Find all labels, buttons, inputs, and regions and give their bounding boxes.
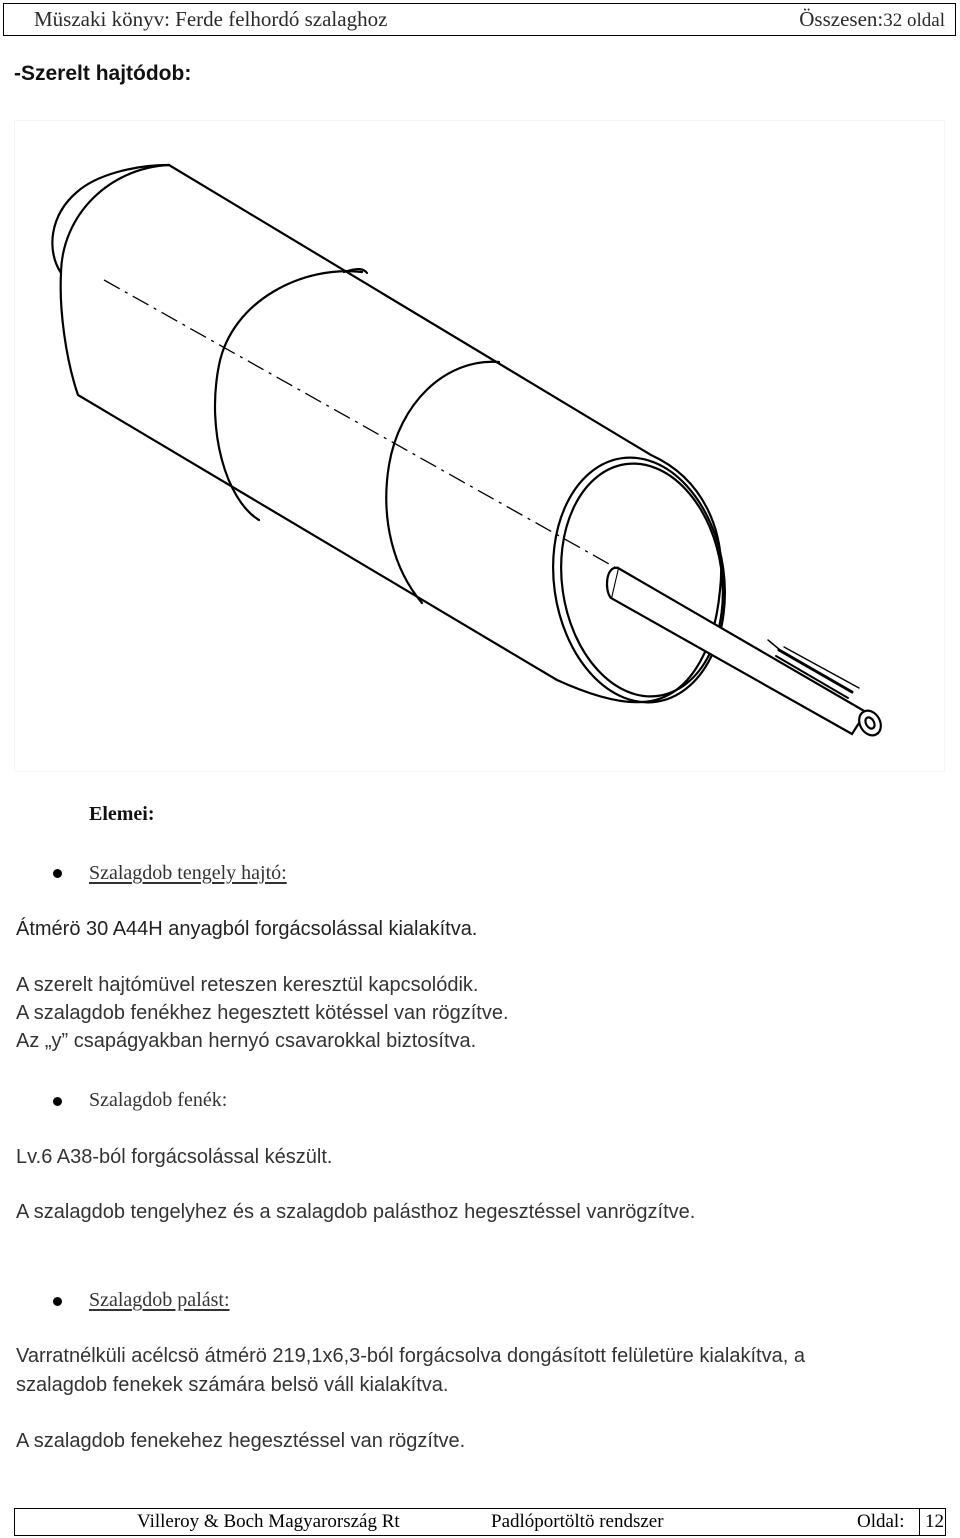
elements-heading: Elemei: bbox=[89, 803, 155, 825]
total-pages bbox=[799, 4, 945, 36]
footer-company: Villeroy & Boch Magyarország Rt bbox=[137, 1511, 400, 1532]
total-value: 32 oldal bbox=[883, 10, 945, 31]
bullet-icon bbox=[53, 1297, 62, 1306]
page-header bbox=[3, 3, 956, 36]
shaft-text-3: A szalagdob fenékhez hegesztett kötéssel van rögzítve. bbox=[16, 1002, 509, 1024]
footer-page-number: 12 bbox=[925, 1511, 944, 1532]
bullet-icon bbox=[53, 1097, 62, 1106]
shaft-text-2: A szerelt hajtómüvel reteszen keresztül kapcsolódik. bbox=[16, 974, 479, 996]
drum-assembly-drawing-icon bbox=[14, 120, 945, 772]
footer-page-label: Oldal: bbox=[857, 1511, 905, 1532]
shaft-text-4: Az „y” csapágyakban hernyó csavarokkal biztosítva. bbox=[16, 1030, 477, 1052]
page-footer bbox=[14, 1508, 946, 1536]
shell-text-1: Varratnélküli acélcsö átmérö 219,1x6,3-ból forgácsolva dongásított felületüre kialakítva, a bbox=[16, 1345, 805, 1367]
bullet-icon bbox=[53, 869, 62, 878]
item-heading-shell: Szalagdob palást: bbox=[89, 1289, 230, 1311]
footer-system: Padlóportöltö rendszer bbox=[491, 1511, 664, 1532]
shell-text-2: szalagdob fenekek számára belsö váll kialakítva. bbox=[16, 1374, 449, 1396]
document-title: Müszaki könyv: Ferde felhordó szalaghoz bbox=[34, 7, 388, 31]
end-plate-text-2: A szalagdob tengelyhez és a szalagdob palásthoz hegesztéssel vanrögzítve. bbox=[16, 1201, 696, 1223]
shell-text-3: A szalagdob fenekehez hegesztéssel van rögzítve. bbox=[16, 1430, 466, 1452]
section-title: -Szerelt hajtódob: bbox=[14, 62, 192, 85]
total-label: Összesen: bbox=[799, 7, 884, 31]
shaft-text-1: Átmérö 30 A44H anyagból forgácsolással kialakítva. bbox=[16, 918, 478, 940]
end-plate-text-1: Lv.6 A38-ból forgácsolással készült. bbox=[16, 1146, 333, 1168]
footer-divider bbox=[919, 1509, 920, 1535]
item-heading-shaft: Szalagdob tengely hajtó: bbox=[89, 862, 287, 884]
item-heading-end-plate: Szalagdob fenék: bbox=[89, 1089, 228, 1111]
